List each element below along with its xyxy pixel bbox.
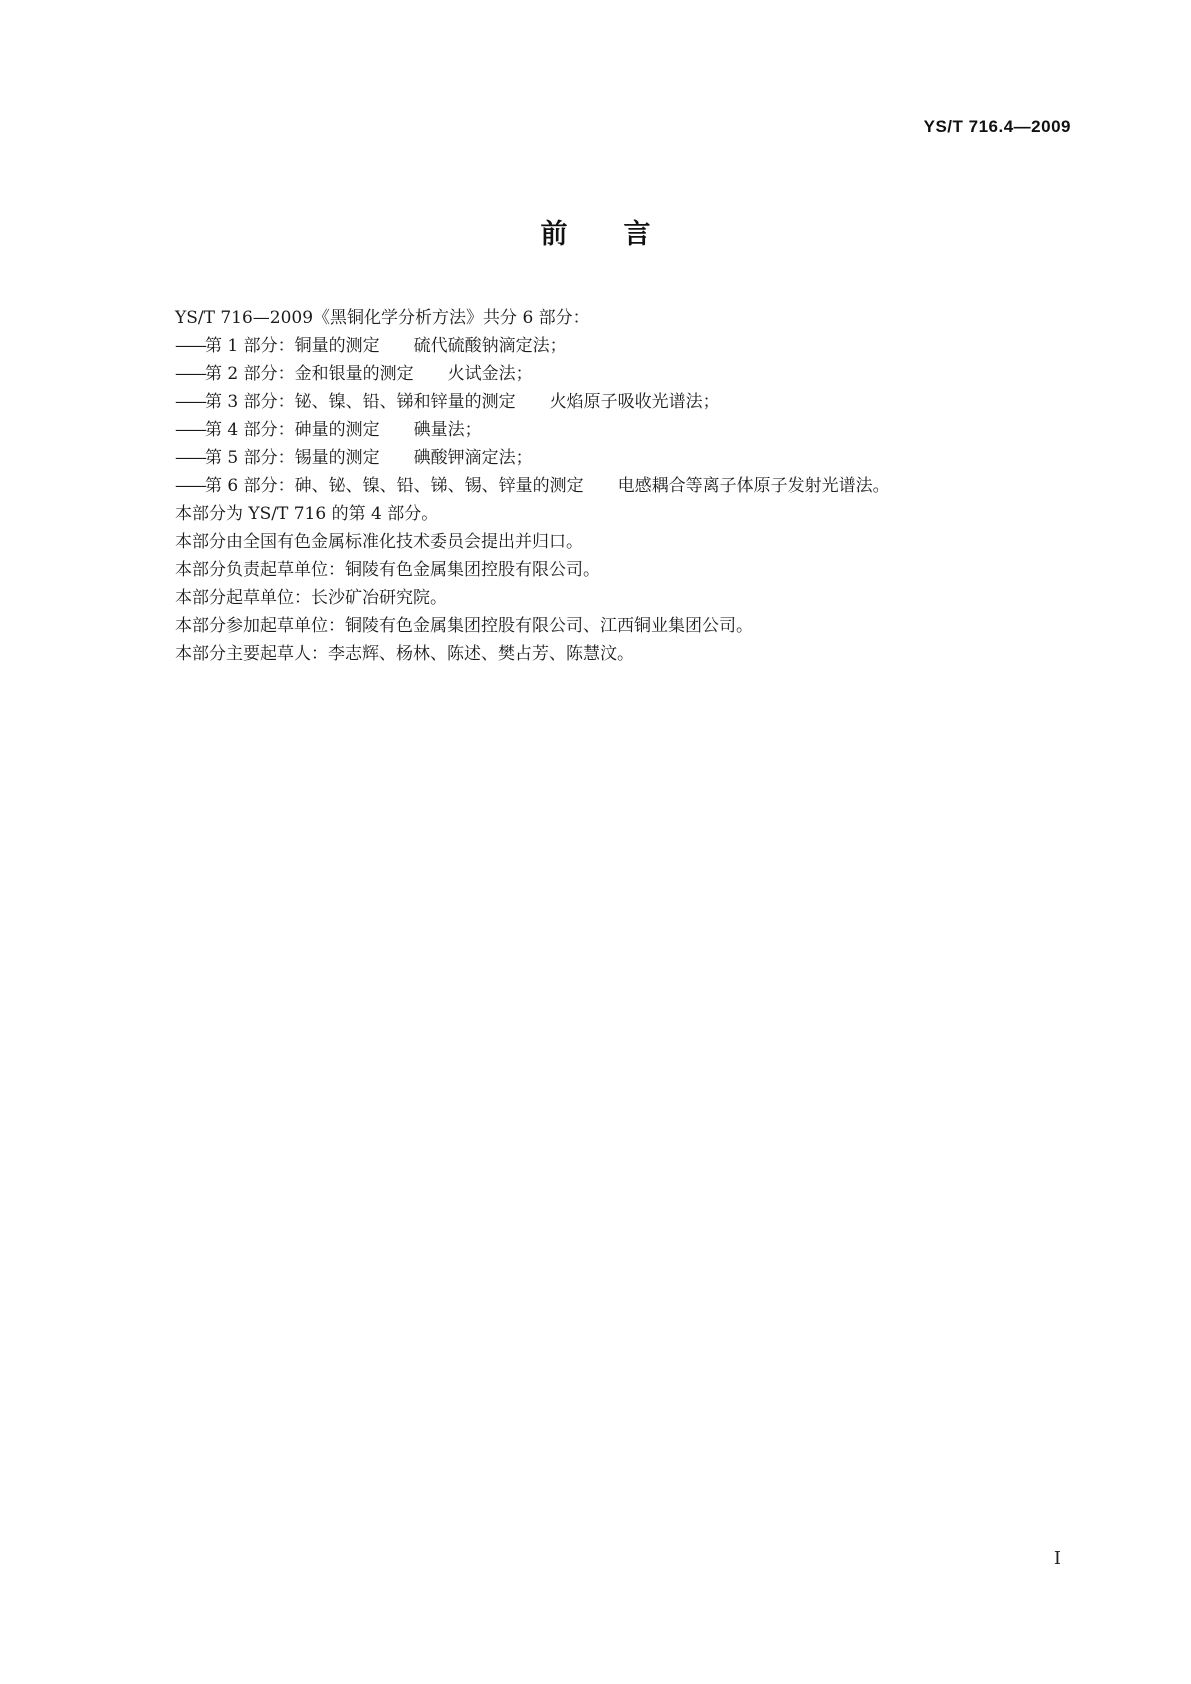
list-item-part-6 xyxy=(175,472,1055,500)
dash: —— xyxy=(175,364,205,384)
part-method: 碘酸钾滴定法； xyxy=(413,448,533,468)
statement-proposed-by: 本部分由全国有色金属标准化技术委员会提出并归口。 xyxy=(175,532,583,552)
dash: —— xyxy=(175,392,205,412)
part-label: 第 1 部分：铜量的测定 xyxy=(205,336,380,356)
standard-code: YS/T 716.4—2009 xyxy=(923,117,1071,136)
page-number: I xyxy=(1053,1548,1061,1569)
list-item-part-3 xyxy=(175,388,1055,416)
list-item-part-1 xyxy=(175,332,1055,360)
list-item-part-2 xyxy=(175,360,1055,388)
part-method: 火试金法； xyxy=(447,364,533,384)
statement-part-number: 本部分为 YS/T 716 的第 4 部分。 xyxy=(175,504,439,524)
list-item-part-5 xyxy=(175,444,1055,472)
statement-responsible-drafter: 本部分负责起草单位：铜陵有色金属集团控股有限公司。 xyxy=(175,560,600,580)
part-label: 第 2 部分：金和银量的测定 xyxy=(205,364,414,384)
statement-participating-units: 本部分参加起草单位：铜陵有色金属集团控股有限公司、江西铜业集团公司。 xyxy=(175,616,753,636)
dash: —— xyxy=(175,336,205,356)
list-item-part-4 xyxy=(175,416,1055,444)
statement-drafting-unit: 本部分起草单位：长沙矿冶研究院。 xyxy=(175,588,447,608)
part-label: 第 4 部分：砷量的测定 xyxy=(205,420,380,440)
part-method: 火焰原子吸收光谱法； xyxy=(549,392,720,412)
part-method: 电感耦合等离子体原子发射光谱法。 xyxy=(617,476,890,496)
part-label: 第 5 部分：锡量的测定 xyxy=(205,448,380,468)
part-label: 第 3 部分：铋、镍、铅、锑和锌量的测定 xyxy=(205,392,516,412)
part-label: 第 6 部分：砷、铋、镍、铅、锑、锡、锌量的测定 xyxy=(205,476,584,496)
foreword-body xyxy=(175,304,1055,668)
dash: —— xyxy=(175,476,205,496)
intro-line: YS/T 716—2009《黑铜化学分析方法》共分 6 部分： xyxy=(175,308,590,328)
page-title: 前言 xyxy=(540,219,707,250)
part-method: 硫代硫酸钠滴定法； xyxy=(413,336,567,356)
dash: —— xyxy=(175,448,205,468)
statement-main-drafters: 本部分主要起草人：李志辉、杨林、陈述、樊占芳、陈慧汶。 xyxy=(175,644,634,664)
dash: —— xyxy=(175,420,205,440)
part-method: 碘量法； xyxy=(413,420,482,440)
